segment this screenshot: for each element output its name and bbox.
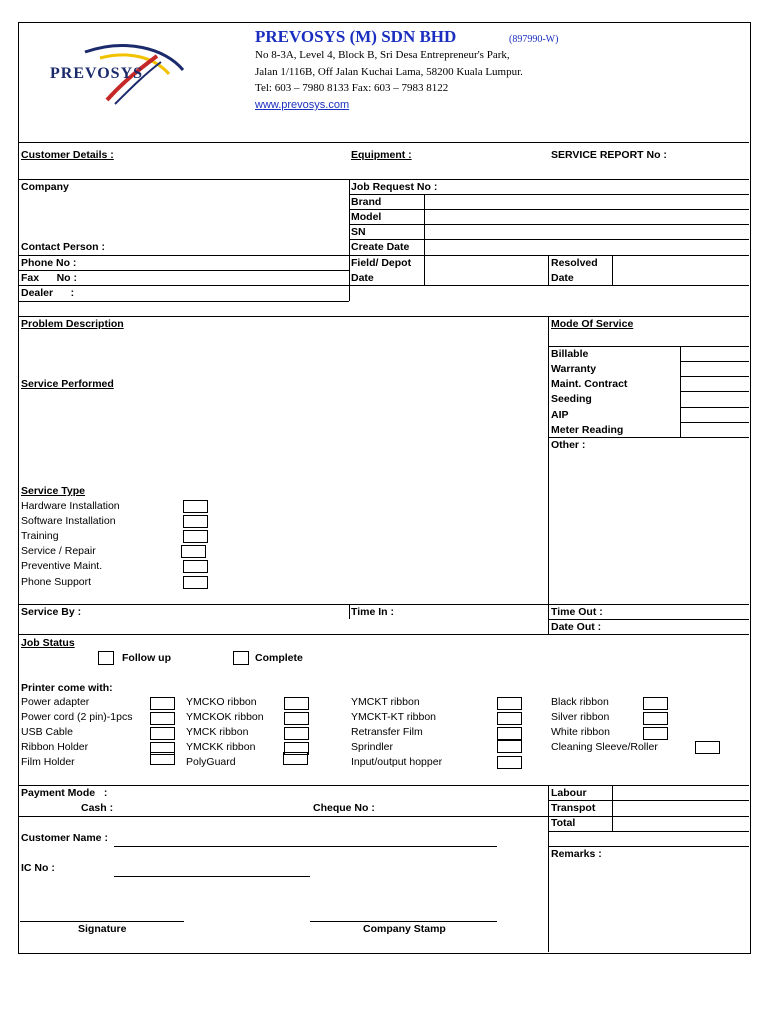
customer-name-label: Customer Name : [21, 832, 108, 844]
divider [349, 209, 749, 210]
phone-support-checkbox[interactable] [183, 576, 208, 589]
printer-come-with-label: Printer come with: [21, 682, 113, 694]
payment-mode-label: Payment Mode : [21, 787, 108, 799]
divider [18, 270, 349, 271]
follow-up-label: Follow up [122, 652, 171, 664]
job-request-no-label: Job Request No : [351, 181, 438, 193]
signature-line[interactable] [20, 921, 184, 922]
resolved-date-label: Date [551, 272, 574, 284]
divider [349, 194, 749, 195]
mode-of-service-label: Mode Of Service [551, 318, 634, 330]
divider [612, 785, 613, 831]
divider [612, 255, 613, 285]
divider [18, 634, 749, 635]
divider [548, 846, 749, 847]
company-stamp-label: Company Stamp [363, 923, 446, 935]
accessory-ymckt-kt: YMCKT-KT ribbon [351, 711, 436, 723]
accessory-film-holder: Film Holder [21, 756, 75, 768]
problem-description-label: Problem Description [21, 318, 124, 330]
film-holder-checkbox[interactable] [150, 752, 175, 765]
model-label: Model [351, 211, 382, 223]
black-ribbon-checkbox[interactable] [643, 697, 668, 710]
follow-up-checkbox[interactable] [98, 651, 114, 665]
usb-cable-checkbox[interactable] [150, 727, 175, 740]
phone-no-label: Phone No : [21, 257, 77, 269]
company-reg-no: (897990-W) [509, 34, 559, 45]
divider [18, 816, 749, 817]
logo-text: PREVOSYS [50, 65, 144, 82]
accessory-black-ribbon: Black ribbon [551, 696, 609, 708]
accessory-ymcko: YMCKO ribbon [186, 696, 257, 708]
divider [680, 407, 749, 408]
equipment-label: Equipment : [351, 149, 412, 161]
mode-billable: Billable [551, 348, 589, 360]
divider [548, 437, 749, 438]
mode-seeding: Seeding [551, 393, 592, 405]
ic-no-label: IC No : [21, 862, 55, 874]
ymcko-checkbox[interactable] [284, 697, 309, 710]
address-line-1: No 8-3A, Level 4, Block B, Sri Desa Entrepreneur's Park, [255, 49, 510, 61]
service-type-repair: Service / Repair [21, 545, 96, 557]
divider [548, 619, 749, 620]
divider [18, 285, 349, 286]
total-label: Total [551, 817, 576, 829]
divider [349, 179, 350, 301]
accessory-ymck: YMCK ribbon [186, 726, 249, 738]
accessory-ribbon-holder: Ribbon Holder [21, 741, 89, 753]
cleaning-sleeve-checkbox[interactable] [695, 741, 720, 754]
job-status-label: Job Status [21, 637, 75, 649]
accessory-ymckk: YMCKK ribbon [186, 741, 256, 753]
field-depot-label: Field/ Depot [351, 257, 412, 269]
website-link[interactable]: www.prevosys.com [255, 99, 350, 111]
divider [18, 785, 749, 786]
divider [349, 255, 749, 256]
divider [349, 285, 749, 286]
service-type-software: Software Installation [21, 515, 116, 527]
service-report-no-label: SERVICE REPORT No : [551, 149, 667, 161]
accessory-sprindler: Sprindler [351, 741, 394, 753]
software-installation-checkbox[interactable] [183, 515, 208, 528]
service-type-label: Service Type [21, 485, 86, 497]
complete-checkbox[interactable] [233, 651, 249, 665]
customer-name-field[interactable] [114, 846, 497, 847]
divider [680, 391, 749, 392]
accessory-power-adapter: Power adapter [21, 696, 90, 708]
accessory-polyguard: PolyGuard [186, 756, 236, 768]
training-checkbox[interactable] [183, 530, 208, 543]
cash-label: Cash : [81, 802, 114, 814]
company-label: Company [21, 181, 69, 193]
ic-no-field[interactable] [114, 876, 310, 877]
service-repair-checkbox[interactable] [181, 545, 206, 558]
preventive-maint-checkbox[interactable] [183, 560, 208, 573]
divider [548, 255, 549, 285]
divider [18, 316, 749, 317]
accessory-usb-cable: USB Cable [21, 726, 73, 738]
mode-other-label: Other : [551, 439, 586, 451]
mode-meter-reading: Meter Reading [551, 424, 624, 436]
sprindler-checkbox[interactable] [497, 740, 522, 753]
divider [548, 800, 749, 801]
divider [424, 194, 425, 285]
fax-no-label: Fax No : [21, 272, 78, 284]
accessory-power-cord: Power cord (2 pin)-1pcs [21, 711, 133, 723]
date-out-label: Date Out : [551, 621, 602, 633]
time-in-label: Time In : [351, 606, 394, 618]
mode-maint-contract: Maint. Contract [551, 378, 628, 390]
sn-label: SN [351, 226, 366, 238]
divider [680, 346, 681, 437]
divider [548, 785, 549, 952]
ymck-checkbox[interactable] [284, 727, 309, 740]
company-stamp-line[interactable] [310, 921, 497, 922]
contact-person-label: Contact Person : [21, 241, 106, 253]
accessory-io-hopper: Input/output hopper [351, 756, 443, 768]
ymckt-checkbox[interactable] [497, 697, 522, 710]
brand-label: Brand [351, 196, 382, 208]
accessory-white-ribbon: White ribbon [551, 726, 610, 738]
divider [548, 316, 549, 634]
divider [18, 255, 349, 256]
power-cord-checkbox[interactable] [150, 712, 175, 725]
accessory-retransfer-film: Retransfer Film [351, 726, 423, 738]
dealer-label: Dealer : [21, 287, 75, 299]
resolved-label: Resolved [551, 257, 598, 269]
create-date-label: Create Date [351, 241, 410, 253]
divider [18, 179, 749, 180]
accessory-ymckok: YMCKOK ribbon [186, 711, 264, 723]
divider [548, 346, 749, 347]
service-type-hardware: Hardware Installation [21, 500, 120, 512]
accessory-ymckt: YMCKT ribbon [351, 696, 420, 708]
retransfer-film-checkbox[interactable] [497, 727, 522, 740]
divider [680, 422, 749, 423]
ymckt-kt-checkbox[interactable] [497, 712, 522, 725]
remarks-label: Remarks : [551, 848, 602, 860]
white-ribbon-checkbox[interactable] [643, 727, 668, 740]
complete-label: Complete [255, 652, 303, 664]
service-type-preventive: Preventive Maint. [21, 560, 103, 572]
time-out-label: Time Out : [551, 606, 603, 618]
power-adapter-checkbox[interactable] [150, 697, 175, 710]
labour-label: Labour [551, 787, 587, 799]
field-depot-date-label: Date [351, 272, 374, 284]
silver-ribbon-checkbox[interactable] [643, 712, 668, 725]
service-type-phone-support: Phone Support [21, 576, 92, 588]
service-by-label: Service By : [21, 606, 82, 618]
polyguard-checkbox[interactable] [283, 752, 308, 765]
ymckok-checkbox[interactable] [284, 712, 309, 725]
company-name: PREVOSYS (M) SDN BHD [255, 27, 457, 46]
mode-aip: AIP [551, 409, 569, 421]
accessory-cleaning-sleeve: Cleaning Sleeve/Roller [551, 741, 658, 753]
signature-label: Signature [78, 923, 127, 935]
hardware-installation-checkbox[interactable] [183, 500, 208, 513]
contact-line: Tel: 603 – 7980 8133 Fax: 603 – 7983 8122 [255, 82, 449, 94]
divider [349, 224, 749, 225]
divider [18, 142, 749, 143]
io-hopper-checkbox[interactable] [497, 756, 522, 769]
divider [18, 604, 749, 605]
company-logo [45, 40, 195, 110]
divider [680, 361, 749, 362]
accessory-silver-ribbon: Silver ribbon [551, 711, 610, 723]
cheque-no-label: Cheque No : [313, 802, 375, 814]
service-type-training: Training [21, 530, 59, 542]
divider [349, 239, 749, 240]
service-performed-label: Service Performed [21, 378, 114, 390]
divider [680, 376, 749, 377]
divider [548, 831, 749, 832]
divider [349, 604, 350, 619]
customer-details-label: Customer Details : [21, 149, 114, 161]
address-line-2: Jalan 1/116B, Off Jalan Kuchai Lama, 58200 Kuala Lumpur. [255, 66, 523, 78]
divider [18, 301, 349, 302]
transpot-label: Transpot [551, 802, 596, 814]
mode-warranty: Warranty [551, 363, 597, 375]
